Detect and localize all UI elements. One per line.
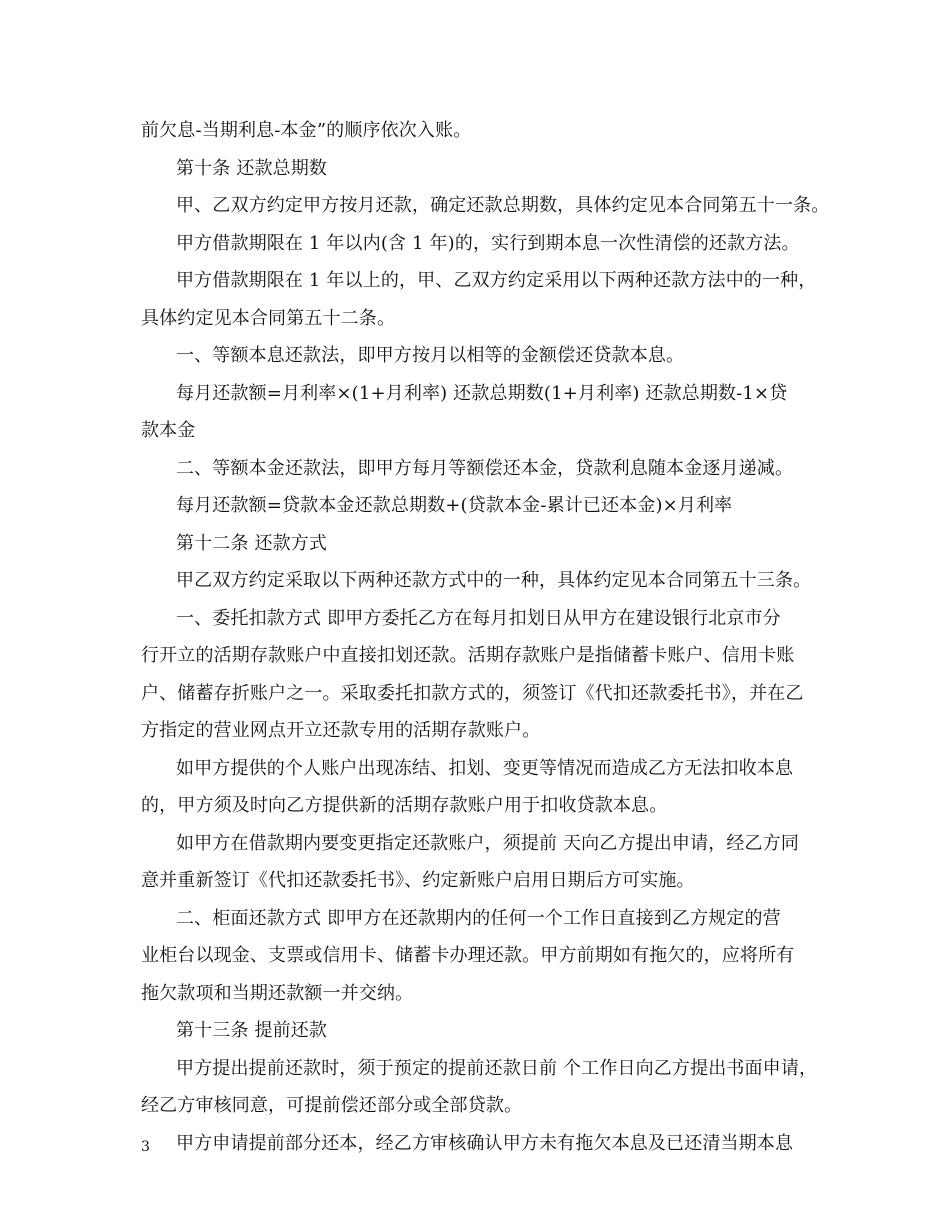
text-line: 甲方借款期限在 1 年以上的，甲、乙双方约定采用以下两种还款方法中的一种，: [176, 270, 817, 291]
text-line: 方指定的营业网点开立还款专用的活期存款账户。: [141, 720, 541, 741]
text-line: 户、储蓄存折账户之一。采取委托扣款方式的，须签订《代扣还款委托书》，并在乙: [141, 682, 804, 704]
text-line: 业柜台以现金、支票或信用卡、储蓄卡办理还款。甲方前期如有拖欠的，应将所有: [141, 945, 795, 966]
text-line: 一、等额本息还款法，即甲方按月以相等的金额偿还贷款本息。: [176, 345, 685, 366]
text-line: 一、委托扣款方式 即甲方委托乙方在每月扣划日从甲方在建设银行北京市分: [176, 607, 781, 629]
page-number: 3: [141, 1139, 150, 1155]
text-line: 甲方申请提前部分还本，经乙方审核确认甲方未有拖欠本息及已还清当期本息: [176, 1132, 794, 1154]
text-line: 拖欠款项和当期还款额一并交纳。: [141, 982, 414, 1004]
section-heading-article-12: 第十二条 还款方式: [176, 532, 328, 554]
text-line: 如甲方在借款期内要变更指定还款账户，须提前 天向乙方提出申请，经乙方同: [176, 832, 799, 854]
text-line: 二、柜面还款方式 即甲方在还款期内的任何一个工作日直接到乙方规定的营: [176, 907, 781, 929]
text-line: 意并重新签订《代扣还款委托书》、约定新账户启用日期后方可实施。: [141, 870, 695, 891]
contract-body-text: [141, 112, 831, 1162]
text-line: 前欠息-当期利息-本金”的顺序依次入账。: [141, 120, 472, 141]
text-line: 的，甲方须及时向乙方提供新的活期存款账户用于扣收贷款本息。: [141, 795, 668, 816]
section-heading-article-10: 第十条 还款总期数: [176, 157, 328, 179]
text-line: 甲方提出提前还款时，须于预定的提前还款日前 个工作日向乙方提出书面申请，: [176, 1057, 818, 1079]
text-line: 二、等额本金还款法，即甲方每月等额偿还本金，贷款利息随本金逐月递减。: [176, 457, 794, 479]
text-line: 如甲方提供的个人账户出现冻结、扣划、变更等情况而造成乙方无法扣收本息: [176, 757, 794, 779]
section-heading-article-13: 第十三条 提前还款: [176, 1020, 328, 1041]
text-line: 甲、乙双方约定甲方按月还款，确定还款总期数，具体约定见本合同第五十一条。: [176, 195, 830, 216]
text-line: 行开立的活期存款账户中直接扣划还款。活期存款账户是指储蓄卡账户、信用卡账: [141, 645, 795, 666]
text-line: 甲方借款期限在 1 年以内(含 1 年)的，实行到期本息一次性清偿的还款方法。: [176, 232, 800, 254]
text-line: 经乙方审核同意，可提前偿还部分或全部贷款。: [141, 1095, 523, 1116]
text-line: 款本金: [141, 420, 196, 441]
text-line: 具体约定见本合同第五十二条。: [141, 307, 396, 329]
formula-line: 每月还款额=月利率×(1+月利率) 还款总期数(1+月利率) 还款总期数-1×贷: [176, 382, 788, 404]
text-line: 甲乙双方约定采取以下两种还款方式中的一种，具体约定见本合同第五十三条。: [176, 570, 812, 591]
formula-line: 每月还款额=贷款本金还款总期数+(贷款本金-累计已还本金)×月利率: [176, 495, 733, 516]
